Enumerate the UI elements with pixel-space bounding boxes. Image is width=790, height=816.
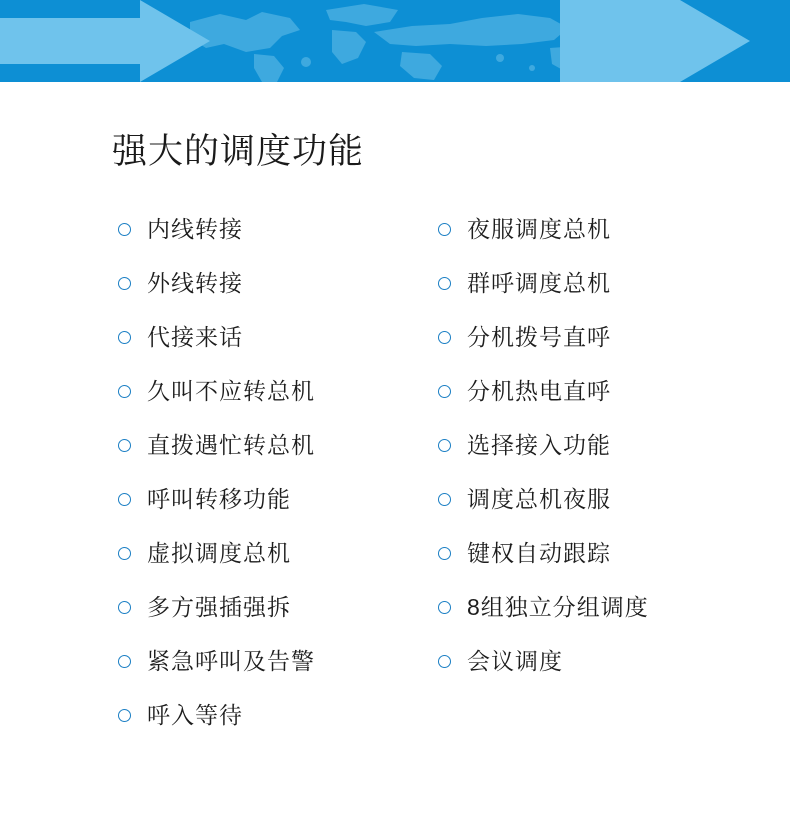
bullet-icon <box>118 277 131 290</box>
bullet-icon <box>118 655 131 668</box>
list-item <box>438 256 768 310</box>
feature-column-left <box>118 202 438 742</box>
list-item <box>438 472 768 526</box>
bullet-icon <box>118 385 131 398</box>
arrow-left-icon <box>0 0 210 82</box>
bullet-icon <box>118 601 131 614</box>
list-item-label: 键权自动跟踪 <box>467 540 611 566</box>
bullet-icon <box>118 331 131 344</box>
bullet-icon <box>438 439 451 452</box>
list-item-label: 外线转接 <box>147 270 243 296</box>
list-item <box>438 310 768 364</box>
list-item-label: 紧急呼叫及告警 <box>147 648 315 674</box>
list-item <box>438 580 768 634</box>
list-item-label: 分机拨号直呼 <box>467 324 611 350</box>
list-item <box>118 364 438 418</box>
list-item <box>438 634 768 688</box>
list-item <box>118 634 438 688</box>
list-item-label: 调度总机夜服 <box>467 486 611 512</box>
list-item <box>118 418 438 472</box>
list-item-label: 直拨遇忙转总机 <box>147 432 315 458</box>
list-item <box>438 202 768 256</box>
bullet-icon <box>438 601 451 614</box>
list-item-label: 夜服调度总机 <box>467 216 611 242</box>
list-item-label: 代接来话 <box>147 324 243 350</box>
list-item-label: 多方强插强拆 <box>147 594 291 620</box>
bullet-icon <box>118 709 131 722</box>
bullet-icon <box>118 493 131 506</box>
list-item <box>118 310 438 364</box>
bullet-icon <box>118 439 131 452</box>
list-item-label: 呼入等待 <box>147 702 243 728</box>
list-item <box>438 364 768 418</box>
feature-column-right <box>438 202 768 742</box>
page-banner <box>0 0 790 82</box>
list-item-label: 久叫不应转总机 <box>147 378 315 404</box>
list-item-label: 会议调度 <box>467 648 563 674</box>
bullet-icon <box>438 331 451 344</box>
list-item-label: 8组独立分组调度 <box>467 594 649 620</box>
list-item <box>118 472 438 526</box>
list-item <box>438 526 768 580</box>
list-item <box>118 688 438 742</box>
bullet-icon <box>438 493 451 506</box>
bullet-icon <box>438 223 451 236</box>
list-item-label: 选择接入功能 <box>467 432 611 458</box>
feature-columns <box>0 202 790 742</box>
bullet-icon <box>438 547 451 560</box>
list-item-label: 虚拟调度总机 <box>147 540 291 566</box>
bullet-icon <box>438 385 451 398</box>
list-item-label: 呼叫转移功能 <box>147 486 291 512</box>
bullet-icon <box>438 655 451 668</box>
list-item <box>118 202 438 256</box>
list-item-label: 分机热电直呼 <box>467 378 611 404</box>
list-item <box>118 580 438 634</box>
content-area <box>0 82 790 742</box>
arrow-right-icon <box>560 0 790 82</box>
bullet-icon <box>118 223 131 236</box>
bullet-icon <box>118 547 131 560</box>
list-item <box>118 256 438 310</box>
list-item-label: 内线转接 <box>147 216 243 242</box>
bullet-icon <box>438 277 451 290</box>
list-item <box>438 418 768 472</box>
list-item-label: 群呼调度总机 <box>467 270 611 296</box>
page-title: 强大的调度功能 <box>112 132 365 171</box>
list-item <box>118 526 438 580</box>
